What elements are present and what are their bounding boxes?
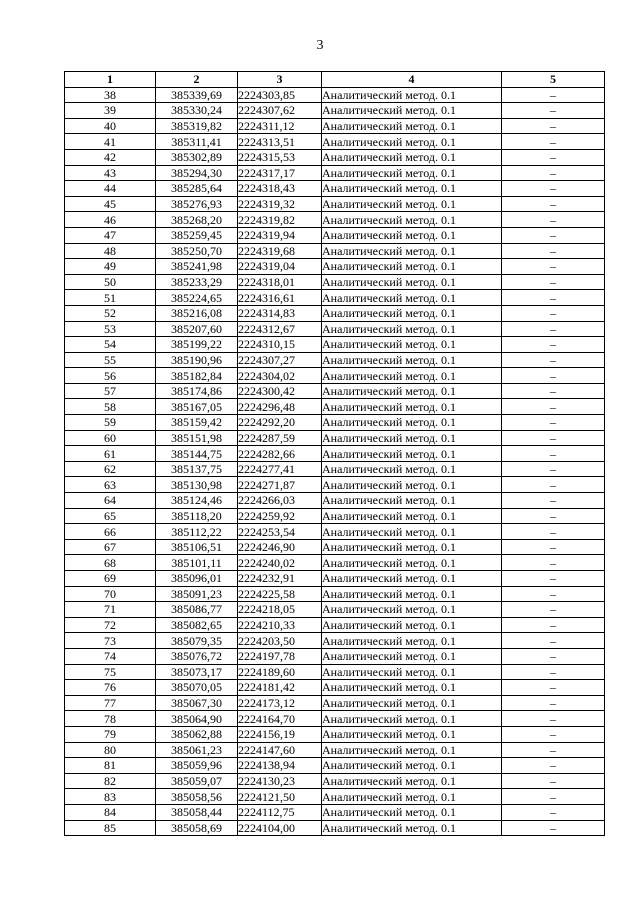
point-number-cell: 69 bbox=[65, 571, 156, 587]
table-row bbox=[65, 321, 605, 337]
table-row bbox=[65, 804, 605, 820]
x-coordinate-cell: 385058,44 bbox=[156, 804, 238, 820]
method-cell: Аналитический метод. 0.1 bbox=[322, 804, 502, 820]
table-row bbox=[65, 820, 605, 836]
point-number-cell: 62 bbox=[65, 461, 156, 477]
method-cell: Аналитический метод. 0.1 bbox=[322, 680, 502, 696]
note-cell: – bbox=[502, 648, 605, 664]
x-coordinate-cell: 385101,11 bbox=[156, 555, 238, 571]
x-coordinate-cell: 385082,65 bbox=[156, 617, 238, 633]
point-number-cell: 81 bbox=[65, 758, 156, 774]
x-coordinate-cell: 385294,30 bbox=[156, 165, 238, 181]
point-number-cell: 83 bbox=[65, 789, 156, 805]
table-row bbox=[65, 290, 605, 306]
note-cell: – bbox=[502, 149, 605, 165]
note-cell: – bbox=[502, 493, 605, 509]
point-number-cell: 80 bbox=[65, 742, 156, 758]
table-row bbox=[65, 711, 605, 727]
method-cell: Аналитический метод. 0.1 bbox=[322, 758, 502, 774]
table-row bbox=[65, 477, 605, 493]
table-row bbox=[65, 227, 605, 243]
point-number-cell: 74 bbox=[65, 648, 156, 664]
x-coordinate-cell: 385086,77 bbox=[156, 602, 238, 618]
y-coordinate-cell: 2224225,58 bbox=[238, 586, 322, 602]
method-cell: Аналитический метод. 0.1 bbox=[322, 695, 502, 711]
method-cell: Аналитический метод. 0.1 bbox=[322, 508, 502, 524]
point-number-cell: 52 bbox=[65, 305, 156, 321]
point-number-cell: 48 bbox=[65, 243, 156, 259]
y-coordinate-cell: 2224307,62 bbox=[238, 103, 322, 119]
x-coordinate-cell: 385268,20 bbox=[156, 212, 238, 228]
y-coordinate-cell: 2224121,50 bbox=[238, 789, 322, 805]
note-cell: – bbox=[502, 773, 605, 789]
point-number-cell: 71 bbox=[65, 602, 156, 618]
point-number-cell: 67 bbox=[65, 539, 156, 555]
y-coordinate-cell: 2224318,43 bbox=[238, 181, 322, 197]
table-body bbox=[65, 87, 605, 836]
point-number-cell: 38 bbox=[65, 87, 156, 103]
method-cell: Аналитический метод. 0.1 bbox=[322, 477, 502, 493]
table-row bbox=[65, 602, 605, 618]
y-coordinate-cell: 2224156,19 bbox=[238, 726, 322, 742]
point-number-cell: 58 bbox=[65, 399, 156, 415]
point-number-cell: 43 bbox=[65, 165, 156, 181]
x-coordinate-cell: 385241,98 bbox=[156, 259, 238, 275]
method-cell: Аналитический метод. 0.1 bbox=[322, 274, 502, 290]
y-coordinate-cell: 2224315,53 bbox=[238, 149, 322, 165]
x-coordinate-cell: 385319,82 bbox=[156, 118, 238, 134]
method-cell: Аналитический метод. 0.1 bbox=[322, 181, 502, 197]
note-cell: – bbox=[502, 711, 605, 727]
table-row bbox=[65, 368, 605, 384]
method-cell: Аналитический метод. 0.1 bbox=[322, 430, 502, 446]
point-number-cell: 56 bbox=[65, 368, 156, 384]
note-cell: – bbox=[502, 758, 605, 774]
x-coordinate-cell: 385130,98 bbox=[156, 477, 238, 493]
table-row bbox=[65, 196, 605, 212]
table-row bbox=[65, 399, 605, 415]
method-cell: Аналитический метод. 0.1 bbox=[322, 493, 502, 509]
x-coordinate-cell: 385059,96 bbox=[156, 758, 238, 774]
note-cell: – bbox=[502, 305, 605, 321]
method-cell: Аналитический метод. 0.1 bbox=[322, 461, 502, 477]
method-cell: Аналитический метод. 0.1 bbox=[322, 820, 502, 836]
note-cell: – bbox=[502, 695, 605, 711]
note-cell: – bbox=[502, 243, 605, 259]
y-coordinate-cell: 2224112,75 bbox=[238, 804, 322, 820]
x-coordinate-cell: 385112,22 bbox=[156, 524, 238, 540]
note-cell: – bbox=[502, 680, 605, 696]
note-cell: – bbox=[502, 227, 605, 243]
point-number-cell: 75 bbox=[65, 664, 156, 680]
x-coordinate-cell: 385276,93 bbox=[156, 196, 238, 212]
y-coordinate-cell: 2224277,41 bbox=[238, 461, 322, 477]
method-cell: Аналитический метод. 0.1 bbox=[322, 415, 502, 431]
point-number-cell: 60 bbox=[65, 430, 156, 446]
point-number-cell: 59 bbox=[65, 415, 156, 431]
x-coordinate-cell: 385330,24 bbox=[156, 103, 238, 119]
y-coordinate-cell: 2224319,82 bbox=[238, 212, 322, 228]
point-number-cell: 76 bbox=[65, 680, 156, 696]
method-cell: Аналитический метод. 0.1 bbox=[322, 290, 502, 306]
y-coordinate-cell: 2224310,15 bbox=[238, 337, 322, 353]
note-cell: – bbox=[502, 477, 605, 493]
point-number-cell: 51 bbox=[65, 290, 156, 306]
table-row bbox=[65, 415, 605, 431]
method-cell: Аналитический метод. 0.1 bbox=[322, 711, 502, 727]
table-row bbox=[65, 305, 605, 321]
note-cell: – bbox=[502, 446, 605, 462]
x-coordinate-cell: 385137,75 bbox=[156, 461, 238, 477]
note-cell: – bbox=[502, 555, 605, 571]
x-coordinate-cell: 385059,07 bbox=[156, 773, 238, 789]
table-header-row bbox=[65, 72, 605, 88]
y-coordinate-cell: 2224303,85 bbox=[238, 87, 322, 103]
note-cell: – bbox=[502, 274, 605, 290]
y-coordinate-cell: 2224319,68 bbox=[238, 243, 322, 259]
x-coordinate-cell: 385233,29 bbox=[156, 274, 238, 290]
note-cell: – bbox=[502, 368, 605, 384]
method-cell: Аналитический метод. 0.1 bbox=[322, 243, 502, 259]
note-cell: – bbox=[502, 571, 605, 587]
x-coordinate-cell: 385216,08 bbox=[156, 305, 238, 321]
method-cell: Аналитический метод. 0.1 bbox=[322, 789, 502, 805]
point-number-cell: 39 bbox=[65, 103, 156, 119]
note-cell: – bbox=[502, 726, 605, 742]
y-coordinate-cell: 2224319,04 bbox=[238, 259, 322, 275]
table-row bbox=[65, 680, 605, 696]
y-coordinate-cell: 2224104,00 bbox=[238, 820, 322, 836]
note-cell: – bbox=[502, 196, 605, 212]
method-cell: Аналитический метод. 0.1 bbox=[322, 555, 502, 571]
y-coordinate-cell: 2224218,05 bbox=[238, 602, 322, 618]
point-number-cell: 64 bbox=[65, 493, 156, 509]
x-coordinate-cell: 385062,88 bbox=[156, 726, 238, 742]
note-cell: – bbox=[502, 804, 605, 820]
point-number-cell: 72 bbox=[65, 617, 156, 633]
table-row bbox=[65, 337, 605, 353]
y-coordinate-cell: 2224316,61 bbox=[238, 290, 322, 306]
method-cell: Аналитический метод. 0.1 bbox=[322, 337, 502, 353]
x-coordinate-cell: 385311,41 bbox=[156, 134, 238, 150]
method-cell: Аналитический метод. 0.1 bbox=[322, 149, 502, 165]
x-coordinate-cell: 385144,75 bbox=[156, 446, 238, 462]
table-row bbox=[65, 87, 605, 103]
y-coordinate-cell: 2224189,60 bbox=[238, 664, 322, 680]
y-coordinate-cell: 2224300,42 bbox=[238, 383, 322, 399]
point-number-cell: 46 bbox=[65, 212, 156, 228]
method-cell: Аналитический метод. 0.1 bbox=[322, 165, 502, 181]
x-coordinate-cell: 385058,69 bbox=[156, 820, 238, 836]
method-cell: Аналитический метод. 0.1 bbox=[322, 726, 502, 742]
table-row bbox=[65, 461, 605, 477]
point-number-cell: 78 bbox=[65, 711, 156, 727]
note-cell: – bbox=[502, 103, 605, 119]
x-coordinate-cell: 385124,46 bbox=[156, 493, 238, 509]
table-row bbox=[65, 134, 605, 150]
y-coordinate-cell: 2224266,03 bbox=[238, 493, 322, 509]
x-coordinate-cell: 385091,23 bbox=[156, 586, 238, 602]
table-row bbox=[65, 118, 605, 134]
table-row bbox=[65, 181, 605, 197]
note-cell: – bbox=[502, 165, 605, 181]
table-row bbox=[65, 648, 605, 664]
note-cell: – bbox=[502, 602, 605, 618]
note-cell: – bbox=[502, 633, 605, 649]
method-cell: Аналитический метод. 0.1 bbox=[322, 212, 502, 228]
x-coordinate-cell: 385190,96 bbox=[156, 352, 238, 368]
x-coordinate-cell: 385073,17 bbox=[156, 664, 238, 680]
y-coordinate-cell: 2224259,92 bbox=[238, 508, 322, 524]
method-cell: Аналитический метод. 0.1 bbox=[322, 305, 502, 321]
note-cell: – bbox=[502, 321, 605, 337]
y-coordinate-cell: 2224147,60 bbox=[238, 742, 322, 758]
point-number-cell: 50 bbox=[65, 274, 156, 290]
point-number-cell: 42 bbox=[65, 149, 156, 165]
note-cell: – bbox=[502, 524, 605, 540]
note-cell: – bbox=[502, 87, 605, 103]
point-number-cell: 45 bbox=[65, 196, 156, 212]
method-cell: Аналитический метод. 0.1 bbox=[322, 368, 502, 384]
x-coordinate-cell: 385182,84 bbox=[156, 368, 238, 384]
x-coordinate-cell: 385250,70 bbox=[156, 243, 238, 259]
y-coordinate-cell: 2224164,70 bbox=[238, 711, 322, 727]
table-row bbox=[65, 726, 605, 742]
y-coordinate-cell: 2224271,87 bbox=[238, 477, 322, 493]
note-cell: – bbox=[502, 118, 605, 134]
note-cell: – bbox=[502, 337, 605, 353]
x-coordinate-cell: 385224,65 bbox=[156, 290, 238, 306]
point-number-cell: 53 bbox=[65, 321, 156, 337]
method-cell: Аналитический метод. 0.1 bbox=[322, 617, 502, 633]
table-row bbox=[65, 243, 605, 259]
y-coordinate-cell: 2224312,67 bbox=[238, 321, 322, 337]
method-cell: Аналитический метод. 0.1 bbox=[322, 524, 502, 540]
x-coordinate-cell: 385151,98 bbox=[156, 430, 238, 446]
x-coordinate-cell: 385076,72 bbox=[156, 648, 238, 664]
point-number-cell: 44 bbox=[65, 181, 156, 197]
method-cell: Аналитический метод. 0.1 bbox=[322, 399, 502, 415]
coordinates-table bbox=[64, 71, 605, 836]
method-cell: Аналитический метод. 0.1 bbox=[322, 539, 502, 555]
method-cell: Аналитический метод. 0.1 bbox=[322, 259, 502, 275]
table-row bbox=[65, 274, 605, 290]
note-cell: – bbox=[502, 789, 605, 805]
point-number-cell: 85 bbox=[65, 820, 156, 836]
note-cell: – bbox=[502, 742, 605, 758]
table-row bbox=[65, 758, 605, 774]
table-row bbox=[65, 352, 605, 368]
note-cell: – bbox=[502, 820, 605, 836]
y-coordinate-cell: 2224307,27 bbox=[238, 352, 322, 368]
y-coordinate-cell: 2224313,51 bbox=[238, 134, 322, 150]
method-cell: Аналитический метод. 0.1 bbox=[322, 118, 502, 134]
point-number-cell: 49 bbox=[65, 259, 156, 275]
table-row bbox=[65, 571, 605, 587]
method-cell: Аналитический метод. 0.1 bbox=[322, 227, 502, 243]
note-cell: – bbox=[502, 415, 605, 431]
table-row bbox=[65, 773, 605, 789]
note-cell: – bbox=[502, 461, 605, 477]
table-row bbox=[65, 446, 605, 462]
note-cell: – bbox=[502, 259, 605, 275]
table-row bbox=[65, 259, 605, 275]
y-coordinate-cell: 2224318,01 bbox=[238, 274, 322, 290]
y-coordinate-cell: 2224253,54 bbox=[238, 524, 322, 540]
column-header-2: 2 bbox=[156, 72, 238, 88]
point-number-cell: 79 bbox=[65, 726, 156, 742]
column-header-5: 5 bbox=[502, 72, 605, 88]
x-coordinate-cell: 385118,20 bbox=[156, 508, 238, 524]
x-coordinate-cell: 385285,64 bbox=[156, 181, 238, 197]
table-row bbox=[65, 383, 605, 399]
x-coordinate-cell: 385302,89 bbox=[156, 149, 238, 165]
note-cell: – bbox=[502, 617, 605, 633]
table-row bbox=[65, 430, 605, 446]
method-cell: Аналитический метод. 0.1 bbox=[322, 664, 502, 680]
x-coordinate-cell: 385106,51 bbox=[156, 539, 238, 555]
point-number-cell: 55 bbox=[65, 352, 156, 368]
method-cell: Аналитический метод. 0.1 bbox=[322, 103, 502, 119]
y-coordinate-cell: 2224317,17 bbox=[238, 165, 322, 181]
method-cell: Аналитический метод. 0.1 bbox=[322, 87, 502, 103]
table-row bbox=[65, 695, 605, 711]
x-coordinate-cell: 385207,60 bbox=[156, 321, 238, 337]
table-row bbox=[65, 508, 605, 524]
note-cell: – bbox=[502, 134, 605, 150]
x-coordinate-cell: 385199,22 bbox=[156, 337, 238, 353]
y-coordinate-cell: 2224130,23 bbox=[238, 773, 322, 789]
method-cell: Аналитический метод. 0.1 bbox=[322, 134, 502, 150]
y-coordinate-cell: 2224319,32 bbox=[238, 196, 322, 212]
method-cell: Аналитический метод. 0.1 bbox=[322, 352, 502, 368]
method-cell: Аналитический метод. 0.1 bbox=[322, 446, 502, 462]
page-number: 3 bbox=[316, 38, 324, 53]
note-cell: – bbox=[502, 352, 605, 368]
x-coordinate-cell: 385070,05 bbox=[156, 680, 238, 696]
point-number-cell: 68 bbox=[65, 555, 156, 571]
method-cell: Аналитический метод. 0.1 bbox=[322, 633, 502, 649]
table-row bbox=[65, 742, 605, 758]
y-coordinate-cell: 2224304,02 bbox=[238, 368, 322, 384]
point-number-cell: 65 bbox=[65, 508, 156, 524]
y-coordinate-cell: 2224173,12 bbox=[238, 695, 322, 711]
y-coordinate-cell: 2224138,94 bbox=[238, 758, 322, 774]
y-coordinate-cell: 2224319,94 bbox=[238, 227, 322, 243]
column-header-1: 1 bbox=[65, 72, 156, 88]
table-row bbox=[65, 524, 605, 540]
table-row bbox=[65, 149, 605, 165]
x-coordinate-cell: 385096,01 bbox=[156, 571, 238, 587]
point-number-cell: 54 bbox=[65, 337, 156, 353]
y-coordinate-cell: 2224314,83 bbox=[238, 305, 322, 321]
point-number-cell: 82 bbox=[65, 773, 156, 789]
method-cell: Аналитический метод. 0.1 bbox=[322, 383, 502, 399]
table-row bbox=[65, 633, 605, 649]
y-coordinate-cell: 2224296,48 bbox=[238, 399, 322, 415]
note-cell: – bbox=[502, 181, 605, 197]
method-cell: Аналитический метод. 0.1 bbox=[322, 321, 502, 337]
point-number-cell: 66 bbox=[65, 524, 156, 540]
point-number-cell: 84 bbox=[65, 804, 156, 820]
x-coordinate-cell: 385339,69 bbox=[156, 87, 238, 103]
method-cell: Аналитический метод. 0.1 bbox=[322, 196, 502, 212]
method-cell: Аналитический метод. 0.1 bbox=[322, 602, 502, 618]
point-number-cell: 40 bbox=[65, 118, 156, 134]
x-coordinate-cell: 385067,30 bbox=[156, 695, 238, 711]
table-row bbox=[65, 165, 605, 181]
x-coordinate-cell: 385174,86 bbox=[156, 383, 238, 399]
y-coordinate-cell: 2224311,12 bbox=[238, 118, 322, 134]
x-coordinate-cell: 385259,45 bbox=[156, 227, 238, 243]
note-cell: – bbox=[502, 664, 605, 680]
y-coordinate-cell: 2224210,33 bbox=[238, 617, 322, 633]
x-coordinate-cell: 385159,42 bbox=[156, 415, 238, 431]
point-number-cell: 73 bbox=[65, 633, 156, 649]
note-cell: – bbox=[502, 430, 605, 446]
x-coordinate-cell: 385064,90 bbox=[156, 711, 238, 727]
method-cell: Аналитический метод. 0.1 bbox=[322, 586, 502, 602]
column-header-4: 4 bbox=[322, 72, 502, 88]
point-number-cell: 47 bbox=[65, 227, 156, 243]
table-row bbox=[65, 539, 605, 555]
y-coordinate-cell: 2224232,91 bbox=[238, 571, 322, 587]
table-row bbox=[65, 212, 605, 228]
note-cell: – bbox=[502, 290, 605, 306]
method-cell: Аналитический метод. 0.1 bbox=[322, 773, 502, 789]
method-cell: Аналитический метод. 0.1 bbox=[322, 742, 502, 758]
x-coordinate-cell: 385061,23 bbox=[156, 742, 238, 758]
table-row bbox=[65, 555, 605, 571]
point-number-cell: 63 bbox=[65, 477, 156, 493]
note-cell: – bbox=[502, 508, 605, 524]
table-row bbox=[65, 586, 605, 602]
y-coordinate-cell: 2224292,20 bbox=[238, 415, 322, 431]
point-number-cell: 77 bbox=[65, 695, 156, 711]
y-coordinate-cell: 2224197,78 bbox=[238, 648, 322, 664]
point-number-cell: 57 bbox=[65, 383, 156, 399]
table-row bbox=[65, 664, 605, 680]
point-number-cell: 41 bbox=[65, 134, 156, 150]
point-number-cell: 61 bbox=[65, 446, 156, 462]
column-header-3: 3 bbox=[238, 72, 322, 88]
y-coordinate-cell: 2224203,50 bbox=[238, 633, 322, 649]
point-number-cell: 70 bbox=[65, 586, 156, 602]
note-cell: – bbox=[502, 586, 605, 602]
table-row bbox=[65, 617, 605, 633]
y-coordinate-cell: 2224181,42 bbox=[238, 680, 322, 696]
table-row bbox=[65, 789, 605, 805]
y-coordinate-cell: 2224282,66 bbox=[238, 446, 322, 462]
note-cell: – bbox=[502, 383, 605, 399]
y-coordinate-cell: 2224240,02 bbox=[238, 555, 322, 571]
y-coordinate-cell: 2224246,90 bbox=[238, 539, 322, 555]
x-coordinate-cell: 385079,35 bbox=[156, 633, 238, 649]
method-cell: Аналитический метод. 0.1 bbox=[322, 648, 502, 664]
note-cell: – bbox=[502, 212, 605, 228]
note-cell: – bbox=[502, 539, 605, 555]
x-coordinate-cell: 385058,56 bbox=[156, 789, 238, 805]
y-coordinate-cell: 2224287,59 bbox=[238, 430, 322, 446]
table-row bbox=[65, 493, 605, 509]
table-row bbox=[65, 103, 605, 119]
note-cell: – bbox=[502, 399, 605, 415]
method-cell: Аналитический метод. 0.1 bbox=[322, 571, 502, 587]
x-coordinate-cell: 385167,05 bbox=[156, 399, 238, 415]
